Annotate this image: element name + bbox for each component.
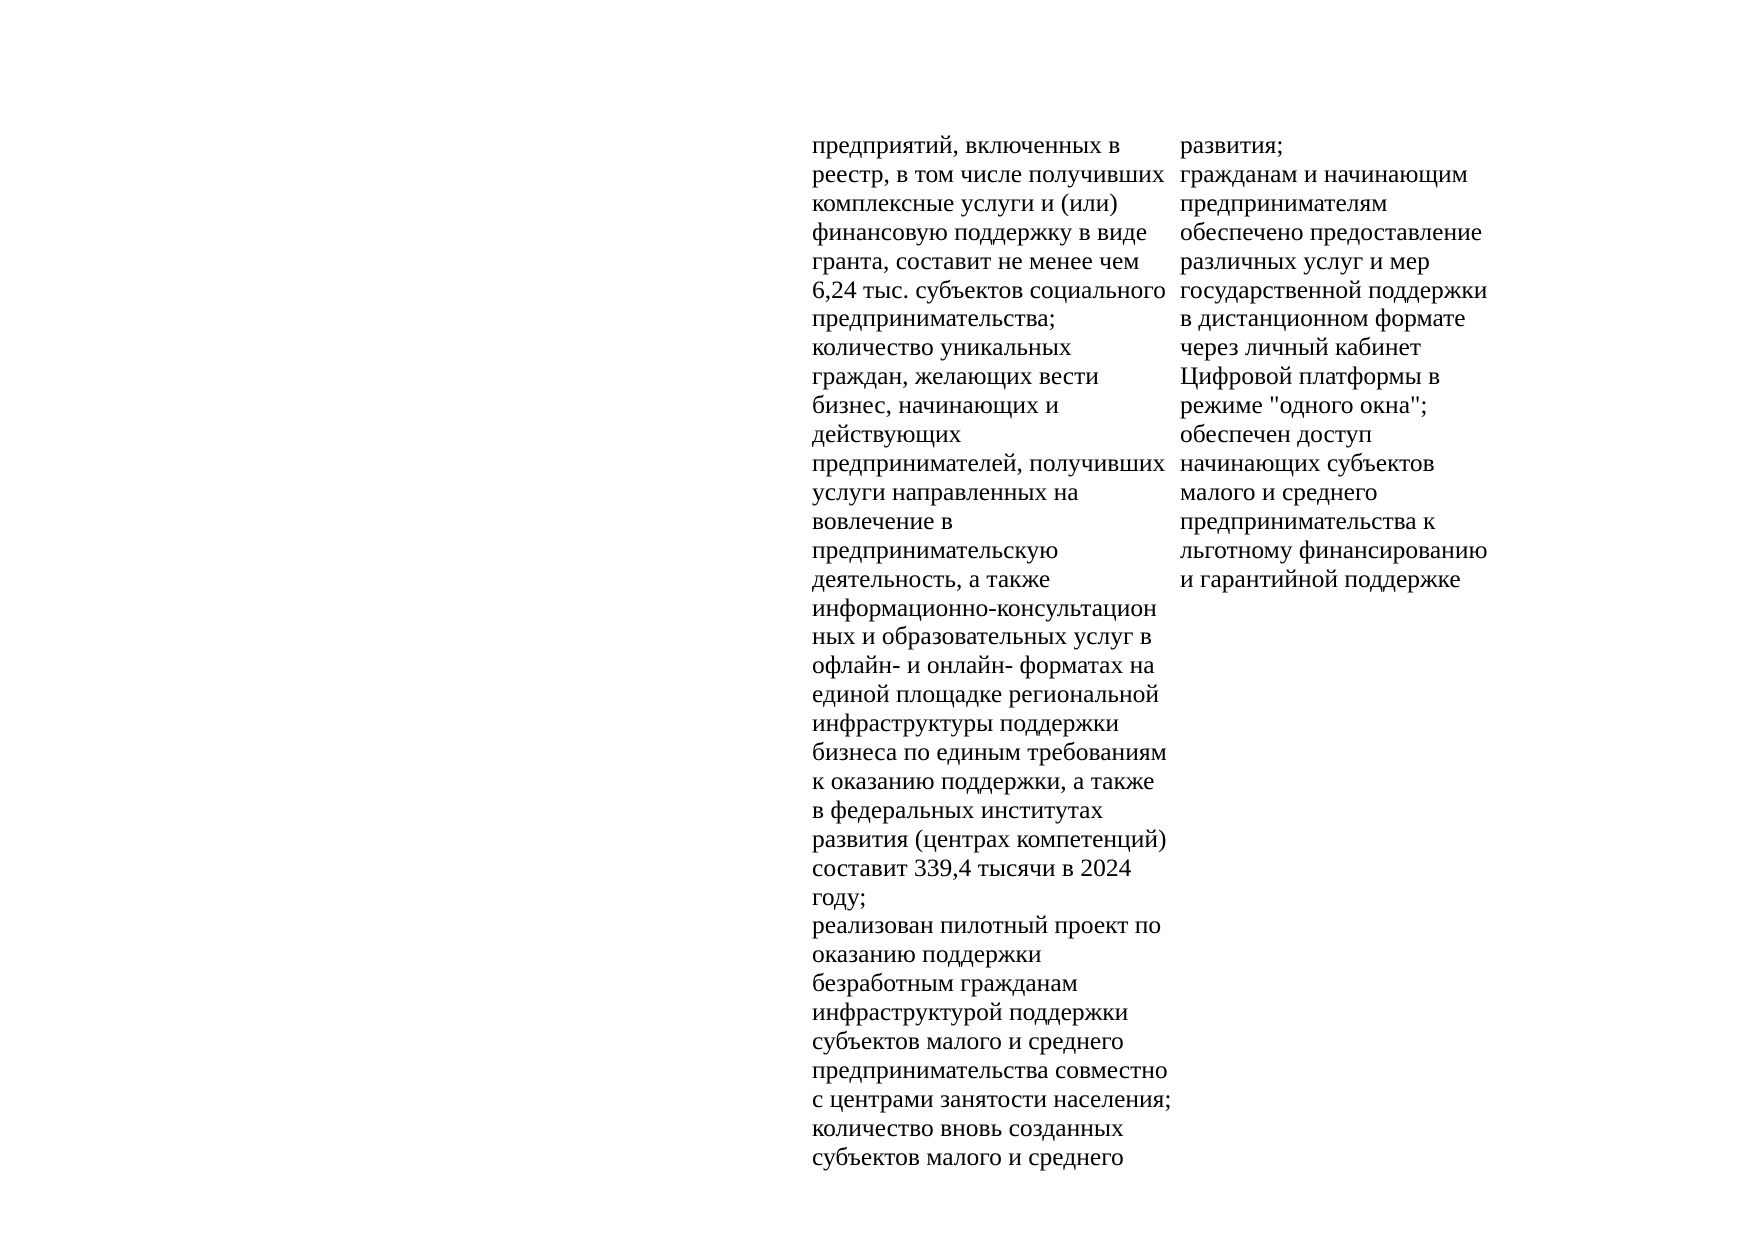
text-line: количество уникальных — [812, 332, 1072, 362]
text-line: финансовую поддержку в виде — [812, 216, 1148, 246]
text-line: субъектов малого и среднего — [812, 1026, 1124, 1056]
text-line: оказанию поддержки — [812, 939, 1042, 969]
text-line: инфраструктуры поддержки — [812, 708, 1120, 738]
text-line: действующих — [812, 419, 962, 449]
text-line: офлайн- и онлайн- форматах на — [812, 650, 1155, 680]
text-line: предпринимательскую — [812, 534, 1059, 564]
text-line: предпринимателям — [1180, 187, 1388, 217]
text-line: и гарантийной поддержке — [1180, 563, 1461, 593]
text-line: гражданам и начинающим — [1180, 158, 1468, 188]
text-line: в дистанционном формате — [1180, 303, 1466, 333]
text-line: льготному финансированию — [1180, 534, 1488, 564]
text-line: режиме "одного окна"; — [1180, 390, 1428, 420]
text-line: государственной поддержки — [1180, 274, 1488, 304]
text-line: ных и образовательных услуг в — [812, 621, 1152, 651]
text-line: различных услуг и мер — [1180, 245, 1430, 275]
text-line: предпринимательства; — [812, 303, 1056, 333]
left-text-column — [812, 131, 1172, 1172]
text-line: безработным гражданам — [812, 968, 1078, 998]
text-line: начинающих субъектов — [1180, 447, 1435, 477]
text-line: инфраструктурой поддержки — [812, 997, 1129, 1027]
text-line: бизнеса по единым требованиям — [812, 737, 1167, 767]
text-line: предприятий, включенных в — [812, 130, 1121, 159]
text-line: через личный кабинет — [1180, 332, 1422, 362]
text-line: гранта, составит не менее чем — [812, 245, 1140, 275]
text-line: в федеральных институтах — [812, 794, 1104, 824]
text-line: информационно-консультацион — [812, 592, 1157, 622]
text-line: предпринимательства совместно — [812, 1055, 1168, 1084]
text-line: реализован пилотный проект по — [812, 910, 1162, 940]
text-line: комплексные услуги и (или) — [812, 187, 1118, 217]
text-line: услуги направленных на — [812, 476, 1079, 506]
text-line: бизнес, начинающих и — [812, 390, 1059, 420]
text-line: вовлечение в — [812, 505, 953, 535]
text-line: Цифровой платформы в — [1180, 361, 1441, 391]
text-line: количество вновь созданных — [812, 1112, 1124, 1142]
text-line: деятельность, а также — [812, 563, 1051, 593]
text-line: единой площадке региональной — [812, 679, 1160, 709]
text-line: малого и среднего — [1180, 476, 1378, 506]
text-line: обеспечено предоставление — [1180, 216, 1483, 246]
text-line: составит 339,4 тысячи в 2024 — [812, 852, 1132, 882]
text-line: развития; — [1180, 130, 1284, 159]
text-line: субъектов малого и среднего — [812, 1141, 1124, 1171]
text-line: предпринимательства к — [1180, 505, 1436, 535]
text-line: обеспечен доступ — [1180, 419, 1373, 449]
text-line: развития (центрах компетенций) — [812, 823, 1167, 853]
text-line: 6,24 тыс. субъектов социального — [812, 274, 1166, 304]
text-line: предпринимателей, получивших — [812, 447, 1166, 477]
text-line: реестр, в том числе получивших — [812, 158, 1165, 188]
text-line: с центрами занятости населения; — [812, 1083, 1172, 1113]
right-text-column — [1180, 131, 1488, 594]
text-line: граждан, желающих вести — [812, 361, 1099, 391]
text-line: к оказанию поддержки, а также — [812, 765, 1155, 795]
text-line: году; — [812, 881, 867, 911]
